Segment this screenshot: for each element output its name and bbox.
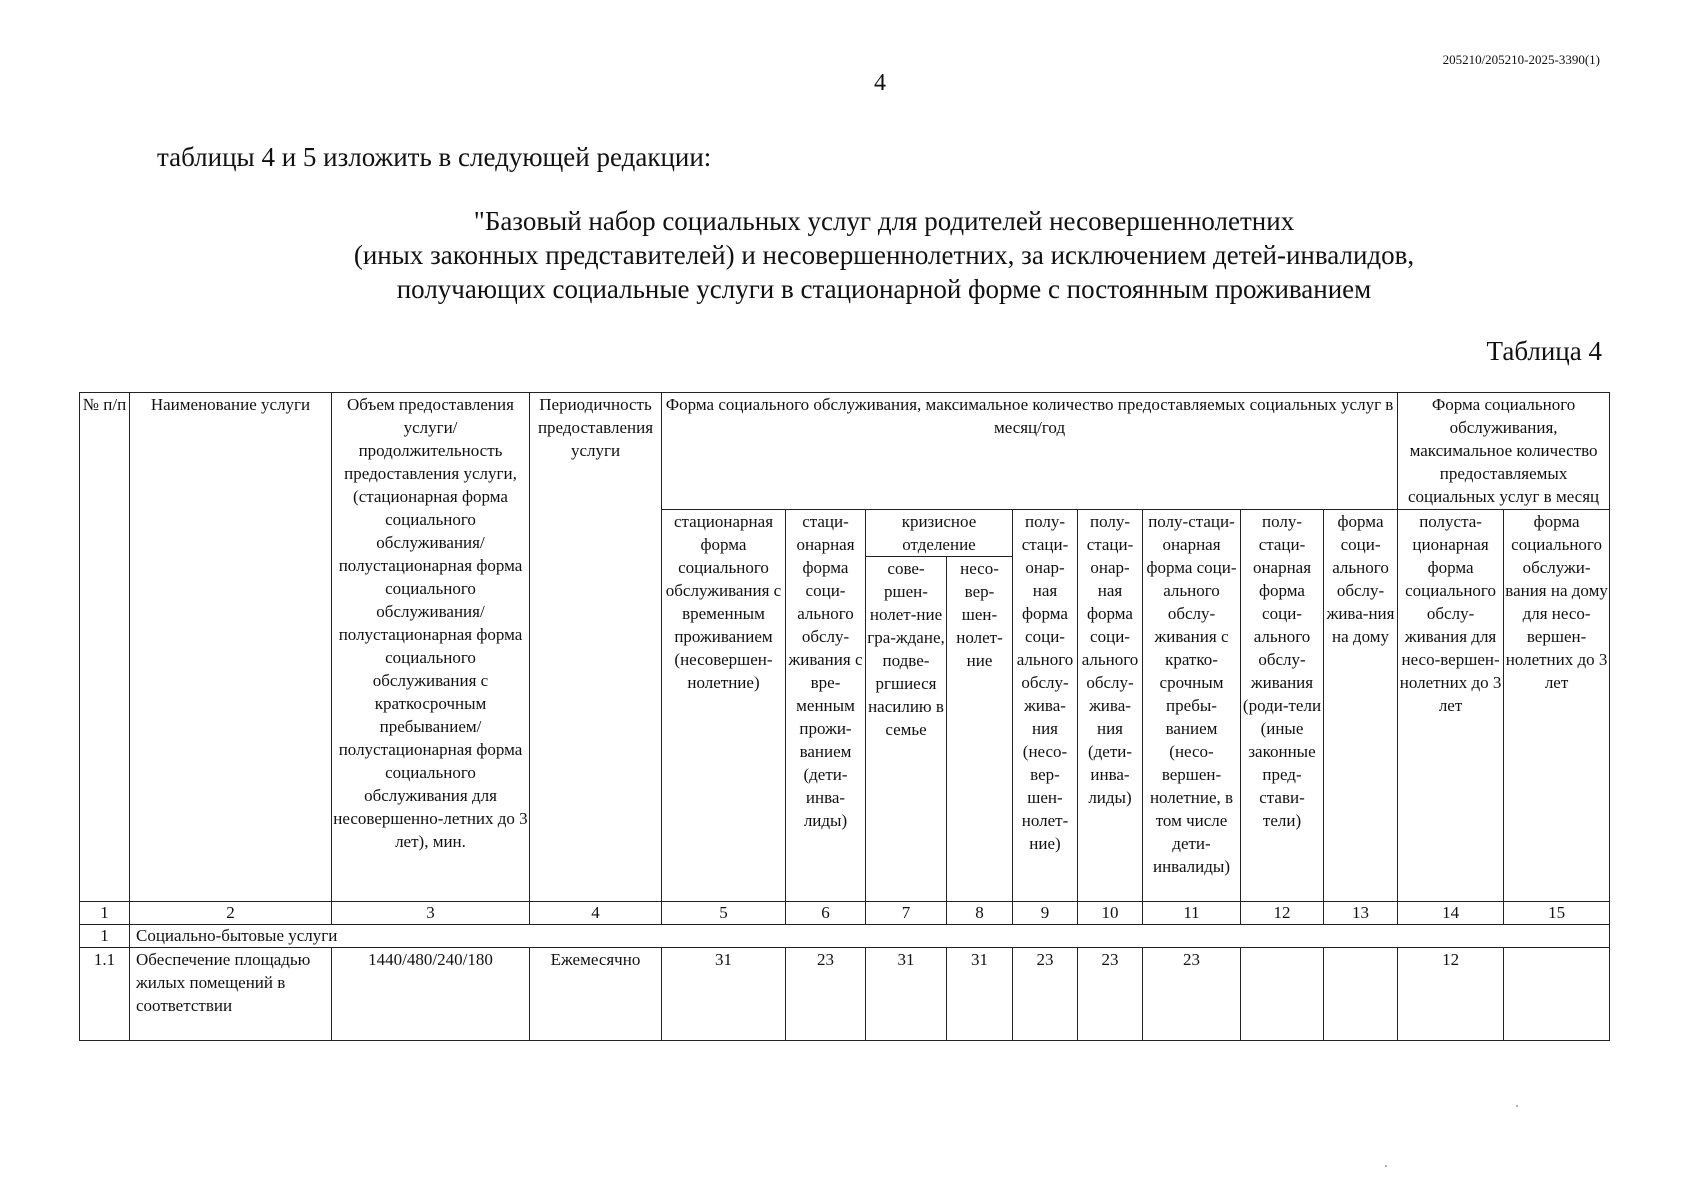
title-line: получающих социальные услуги в стационарной форме с постоянным проживанием <box>396 274 1372 304</box>
header-service-form-group: Форма социального обслуживания, максимальное количество предоставляемых социальных услуг в месяц/год <box>662 393 1398 510</box>
title-line: "Базовый набор социальных услуг для родителей несовершеннолетних <box>473 206 1295 236</box>
column-index: 4 <box>530 902 662 925</box>
row-cell-7: 31 <box>866 948 947 1041</box>
header-service-form-group-month: Форма социального обслуживания, максимальное количество предоставляемых социальных услуг в месяц <box>1398 393 1610 510</box>
services-table <box>79 392 1610 1041</box>
column-index: 10 <box>1078 902 1143 925</box>
header-periodicity: Периодичность предоставления услуги <box>530 393 662 902</box>
row-cell-11: 23 <box>1143 948 1241 1041</box>
column-index: 9 <box>1013 902 1078 925</box>
header-col-6: стаци-онарная форма соци-ального обслу-живания с вре-менным прожи-ванием (дети-инва-лиды) <box>786 510 866 902</box>
column-index: 2 <box>130 902 332 925</box>
row-cell-13 <box>1324 948 1398 1041</box>
header-col-13: форма соци-ального обслу-жива-ния на дому <box>1324 510 1398 902</box>
header-col-12: полу-стаци-онарная форма соци-ального обслу-живания (роди-тели (иные законные пред-стави-тели) <box>1241 510 1324 902</box>
header-col-5: стационарная форма социального обслуживания с временным проживанием (несовершен-нолетние) <box>662 510 786 902</box>
header-col-14: полуста-ционарная форма социального обслу-живания для несо-вершен-нолетних до 3 лет <box>1398 510 1504 902</box>
document-title <box>80 204 1688 306</box>
title-line: (иных законных представителей) и несовершеннолетних, за исключением детей-инвалидов, <box>353 240 1415 270</box>
column-index: 8 <box>947 902 1013 925</box>
scan-speck <box>1516 1105 1518 1107</box>
header-col-15: форма социального обслужи-вания на дому для несо-вершен-нолетних до 3 лет <box>1504 510 1610 902</box>
section-name: Социально-бытовые услуги <box>130 925 1610 948</box>
header-col-8: несо-вер-шен-нолет-ние <box>947 557 1013 902</box>
row-cell-10: 23 <box>1078 948 1143 1041</box>
page-number: 4 <box>874 70 886 96</box>
column-index: 12 <box>1241 902 1324 925</box>
row-cell-5: 31 <box>662 948 786 1041</box>
header-col-10: полу-стаци-онар-ная форма соци-ального обслу-жива-ния (дети-инва-лиды) <box>1078 510 1143 902</box>
table-row <box>80 948 1610 1041</box>
section-num: 1 <box>80 925 130 948</box>
row-num: 1.1 <box>80 948 130 1041</box>
column-index-row <box>80 902 1610 925</box>
header-col-9: полу-стаци-онар-ная форма соци-ального обслу-жива-ния (несо-вер-шен-нолет-ние) <box>1013 510 1078 902</box>
column-index: 13 <box>1324 902 1398 925</box>
column-index: 1 <box>80 902 130 925</box>
intro-text: таблицы 4 и 5 изложить в следующей редакции: <box>157 142 712 172</box>
header-row <box>80 393 1610 510</box>
header-col-7: сове-ршен-нолет-ние гра-ждане, подве-ргшиеся насилию в семье <box>866 557 947 902</box>
row-periodicity: Ежемесячно <box>530 948 662 1041</box>
row-service-name: Обеспечение площадью жилых помещений в соответствии <box>130 948 332 1041</box>
row-cell-14: 12 <box>1398 948 1504 1041</box>
column-index: 14 <box>1398 902 1504 925</box>
section-row <box>80 925 1610 948</box>
header-volume: Объем предоставления услуги/ продолжительность предоставления услуги, (стационарная форма социального обслуживания/ полустационарная форма социального обслуживания/ полустационарная форма социального обслуживания с краткосрочным пребыванием/ полустационарная форма социального обслуживания для несовершенно-летних до 3 лет), мин. <box>332 393 530 902</box>
row-cell-8: 31 <box>947 948 1013 1041</box>
column-index: 6 <box>786 902 866 925</box>
document-id: 205210/205210-2025-3390(1) <box>1442 52 1600 67</box>
header-crisis-department: кризисное отделение <box>866 510 1013 557</box>
row-cell-15 <box>1504 948 1610 1041</box>
column-index: 3 <box>332 902 530 925</box>
column-index: 7 <box>866 902 947 925</box>
row-volume: 1440/480/240/180 <box>332 948 530 1041</box>
column-index: 15 <box>1504 902 1610 925</box>
column-index: 11 <box>1143 902 1241 925</box>
header-num: № п/п <box>80 393 130 902</box>
header-service-name: Наименование услуги <box>130 393 332 902</box>
table-label: Таблица 4 <box>1486 336 1602 366</box>
header-col-11: полу-стаци-онарная форма соци-ального обслу-живания с кратко-срочным пребы-ванием (несо-вершен-нолетние, в том числе дети-инвалиды) <box>1143 510 1241 902</box>
row-cell-6: 23 <box>786 948 866 1041</box>
row-cell-9: 23 <box>1013 948 1078 1041</box>
column-index: 5 <box>662 902 786 925</box>
row-cell-12 <box>1241 948 1324 1041</box>
scan-speck <box>1385 1165 1387 1167</box>
